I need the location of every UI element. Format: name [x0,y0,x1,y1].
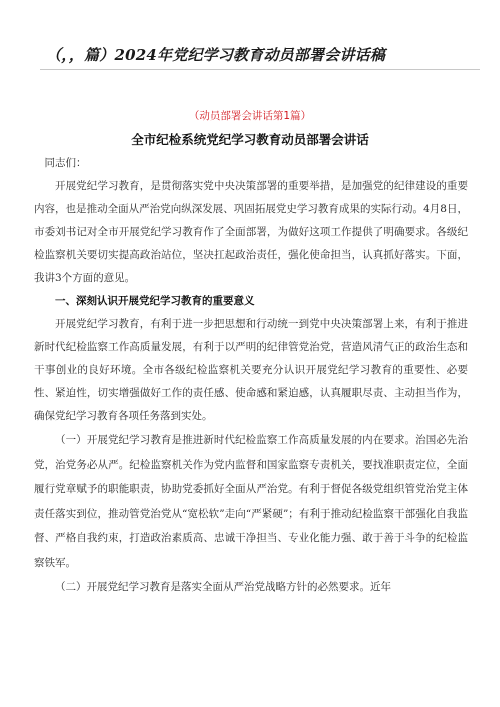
body-paragraph: 开展党纪学习教育，有利于进一步把思想和行动统一到党中央决策部署上来，有利于推进新时代纪检监察工作高质量发展，有利于以严明的纪律管党治党，营造风清气正的政治生态和干事创业的良好环境。全市各级纪检监察机关要充分认识开展党纪学习教育的重要性、必要性、紧迫性，切实增强做好工作的责任感、使命感和紧迫感，认真履职尽责、主动担当作为，确保党纪学习教育各项任务落到实处。 [34,318,468,422]
section-heading: 一、深刻认识开展党纪学习教育的重要意义 [55,295,255,307]
body-paragraph: （二）开展党纪学习教育是落实全面从严治党战略方针的必然要求。近年 [55,581,391,593]
speech-title: 全市纪检系统党纪学习教育动员部署会讲话 [131,132,369,147]
intro-paragraph: 开展党纪学习教育，是贯彻落实党中央决策部署的重要举措，是加强党的纪律建设的重要内容，也是推动全面从严治党向纵深发展、巩固拓展党史学习教育成果的实际行动。4月8日，市委刘书记对全市开展党纪学习教育作了全面部署，为做好这项工作提供了明确要求。各级纪检监察机关要切实提高政治站位，坚决扛起政治责任，强化使命担当，认真抓好落实。下面，我讲3个方面的意见。 [34,180,468,284]
speech-body [34,153,468,600]
body-paragraph: （一）开展党纪学习教育是推进新时代纪检监察工作高质量发展的内在要求。治国必先治党，治党务必从严。纪检监察机关作为党内监督和国家监察专责机关，要找准职责定位，全面履行党章赋予的职能职责，协助党委抓好全面从严治党。有利于督促各级党组织管党治党主体责任落实到位，推动管党治党从“宽松软”走向“严紧硬”；有利于推动纪检监察干部强化自我监督、严格自我约束，打造政治素质高、忠诚干净担当、专业化能力强、敢于善于斗争的纪检监察铁军。 [34,434,468,569]
salutation: 同志们： [44,157,87,169]
page-title: （，，篇）2024年党纪学习教育动员部署会讲话稿 [46,46,386,64]
title-divider [40,69,480,70]
speech-number-subtitle: （动员部署会讲话第1篇） [188,110,312,122]
